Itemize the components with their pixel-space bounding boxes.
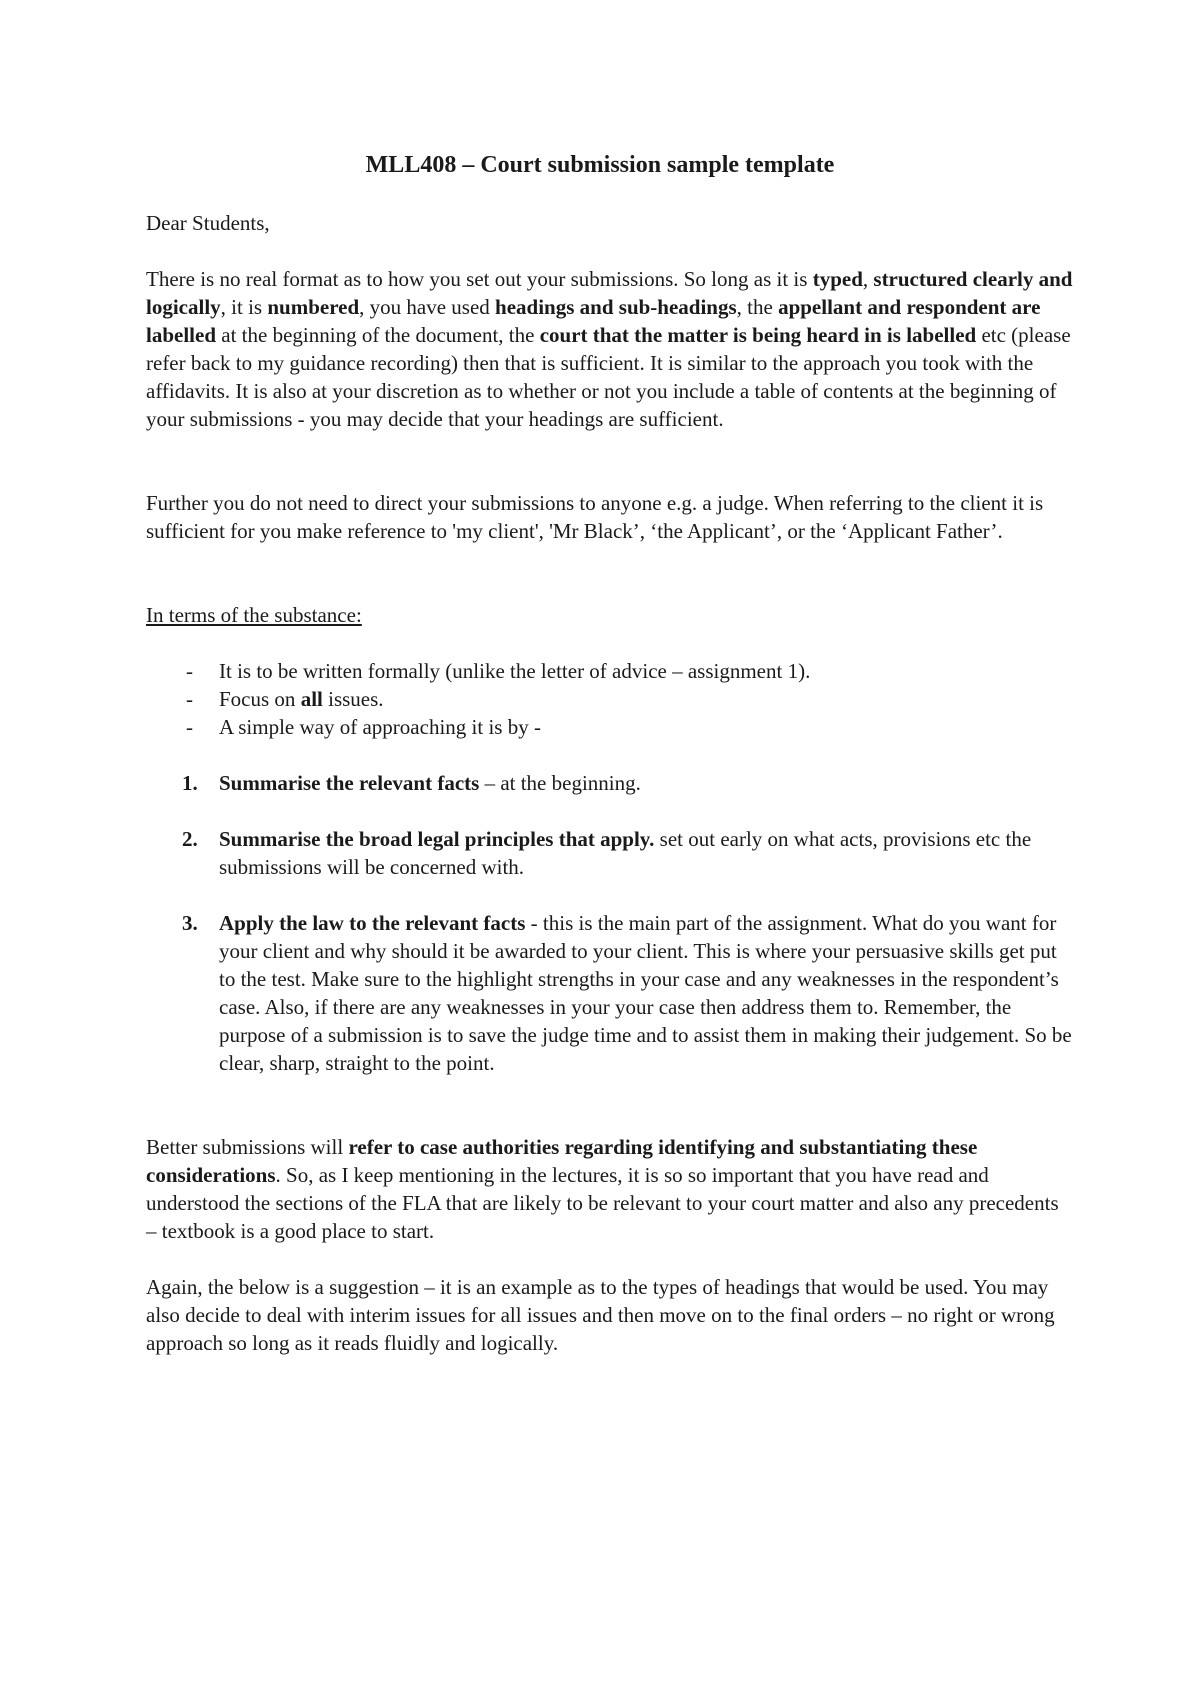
text-run: at the beginning of the document, the [216,323,540,347]
numbered-item [146,825,1074,881]
paragraph-format [146,265,1074,433]
text-run: Better submissions will [146,1135,349,1159]
substance-heading: In terms of the substance: [146,603,362,627]
list-item-text: It is to be written formally (unlike the letter of advice – assignment 1). [219,659,811,683]
text-run: There is no real format as to how you set out your submissions. So long as it is [146,267,813,291]
list-item-text: Focus on [219,687,301,711]
item-body [219,825,1074,881]
dash-list [146,657,1074,741]
numbered-item [146,769,1074,797]
list-item [146,713,1074,741]
item-body [219,909,1074,1077]
emphasis: structured clearly and logically [146,267,1073,319]
item-text: - this is the main part of the assignment. What do you want for your client and why should it be awarded to your client. This is where your persuasive skills get put to the test. Make sure to the highlight strengths in your case and any weaknesses in the respondent’s case. Also, if there are any weaknesses in your your case then address them to. Remember, the purpose of a submission is to save the judge time and to assist them in making their judgement. So be clear, sharp, straight to the point. [219,911,1072,1075]
text-run: , the [736,295,779,319]
emphasis: all [300,687,323,711]
text-run: , it is [220,295,268,319]
emphasis: refer to case authorities regarding identifying and substantiating these considerations [146,1135,978,1187]
emphasis: appellant and respondent are labelled [146,295,1041,347]
item-number: 2. [182,827,198,851]
emphasis: typed [812,267,863,291]
dash-bullet: - [186,659,193,683]
item-heading: Summarise the relevant facts [219,771,480,795]
emphasis: numbered [267,295,360,319]
list-item [146,685,1074,713]
paragraph-suggestion: Again, the below is a suggestion – it is an example as to the types of headings that would be used. You may also decide to deal with interim issues for all issues and then move on to the final orders – no right or wrong approach so long as it reads fluidly and logically. [146,1275,1055,1355]
emphasis: court that the matter is being heard in is labelled [539,323,977,347]
item-heading: Summarise the broad legal principles that apply. [219,827,655,851]
paragraph-authorities [146,1133,1074,1245]
list-item-text: issues. [322,687,384,711]
emphasis: headings and sub-headings [495,295,737,319]
text-run: . So, as I keep mentioning in the lectures, it is so so important that you have read and understood the sections of the FLA that are likely to be relevant to your court matter and also any precedents – textbook is a good place to start. [146,1163,1059,1243]
list-item [146,657,1074,685]
item-body [219,769,1074,797]
dash-bullet: - [186,715,193,739]
text-run: , [862,267,874,291]
item-heading: Apply the law to the relevant facts [219,911,526,935]
item-text: – at the beginning. [479,771,641,795]
dash-bullet: - [186,687,193,711]
item-number: 1. [182,771,198,795]
item-number: 3. [182,911,198,935]
numbered-item [146,909,1074,1077]
document-title: MLL408 – Court submission sample template [365,152,835,178]
paragraph-referencing: Further you do not need to direct your submissions to anyone e.g. a judge. When referring to the client it is sufficient for you make reference to 'my client', 'Mr Black’, ‘the Applicant’, or the ‘Applicant Father’. [146,491,1044,543]
item-text: set out early on what acts, provisions etc the submissions will be concerned with. [219,827,1032,879]
greeting: Dear Students, [146,211,270,235]
list-item-text: A simple way of approaching it is by - [219,715,541,739]
text-run: , you have used [359,295,496,319]
text-run: etc (please refer back to my guidance recording) then that is sufficient. It is similar to the approach you took with the affidavits. It is also at your discretion as to whether or not you include a table of contents at the beginning of your submissions - you may decide that your headings are sufficient. [146,323,1071,431]
